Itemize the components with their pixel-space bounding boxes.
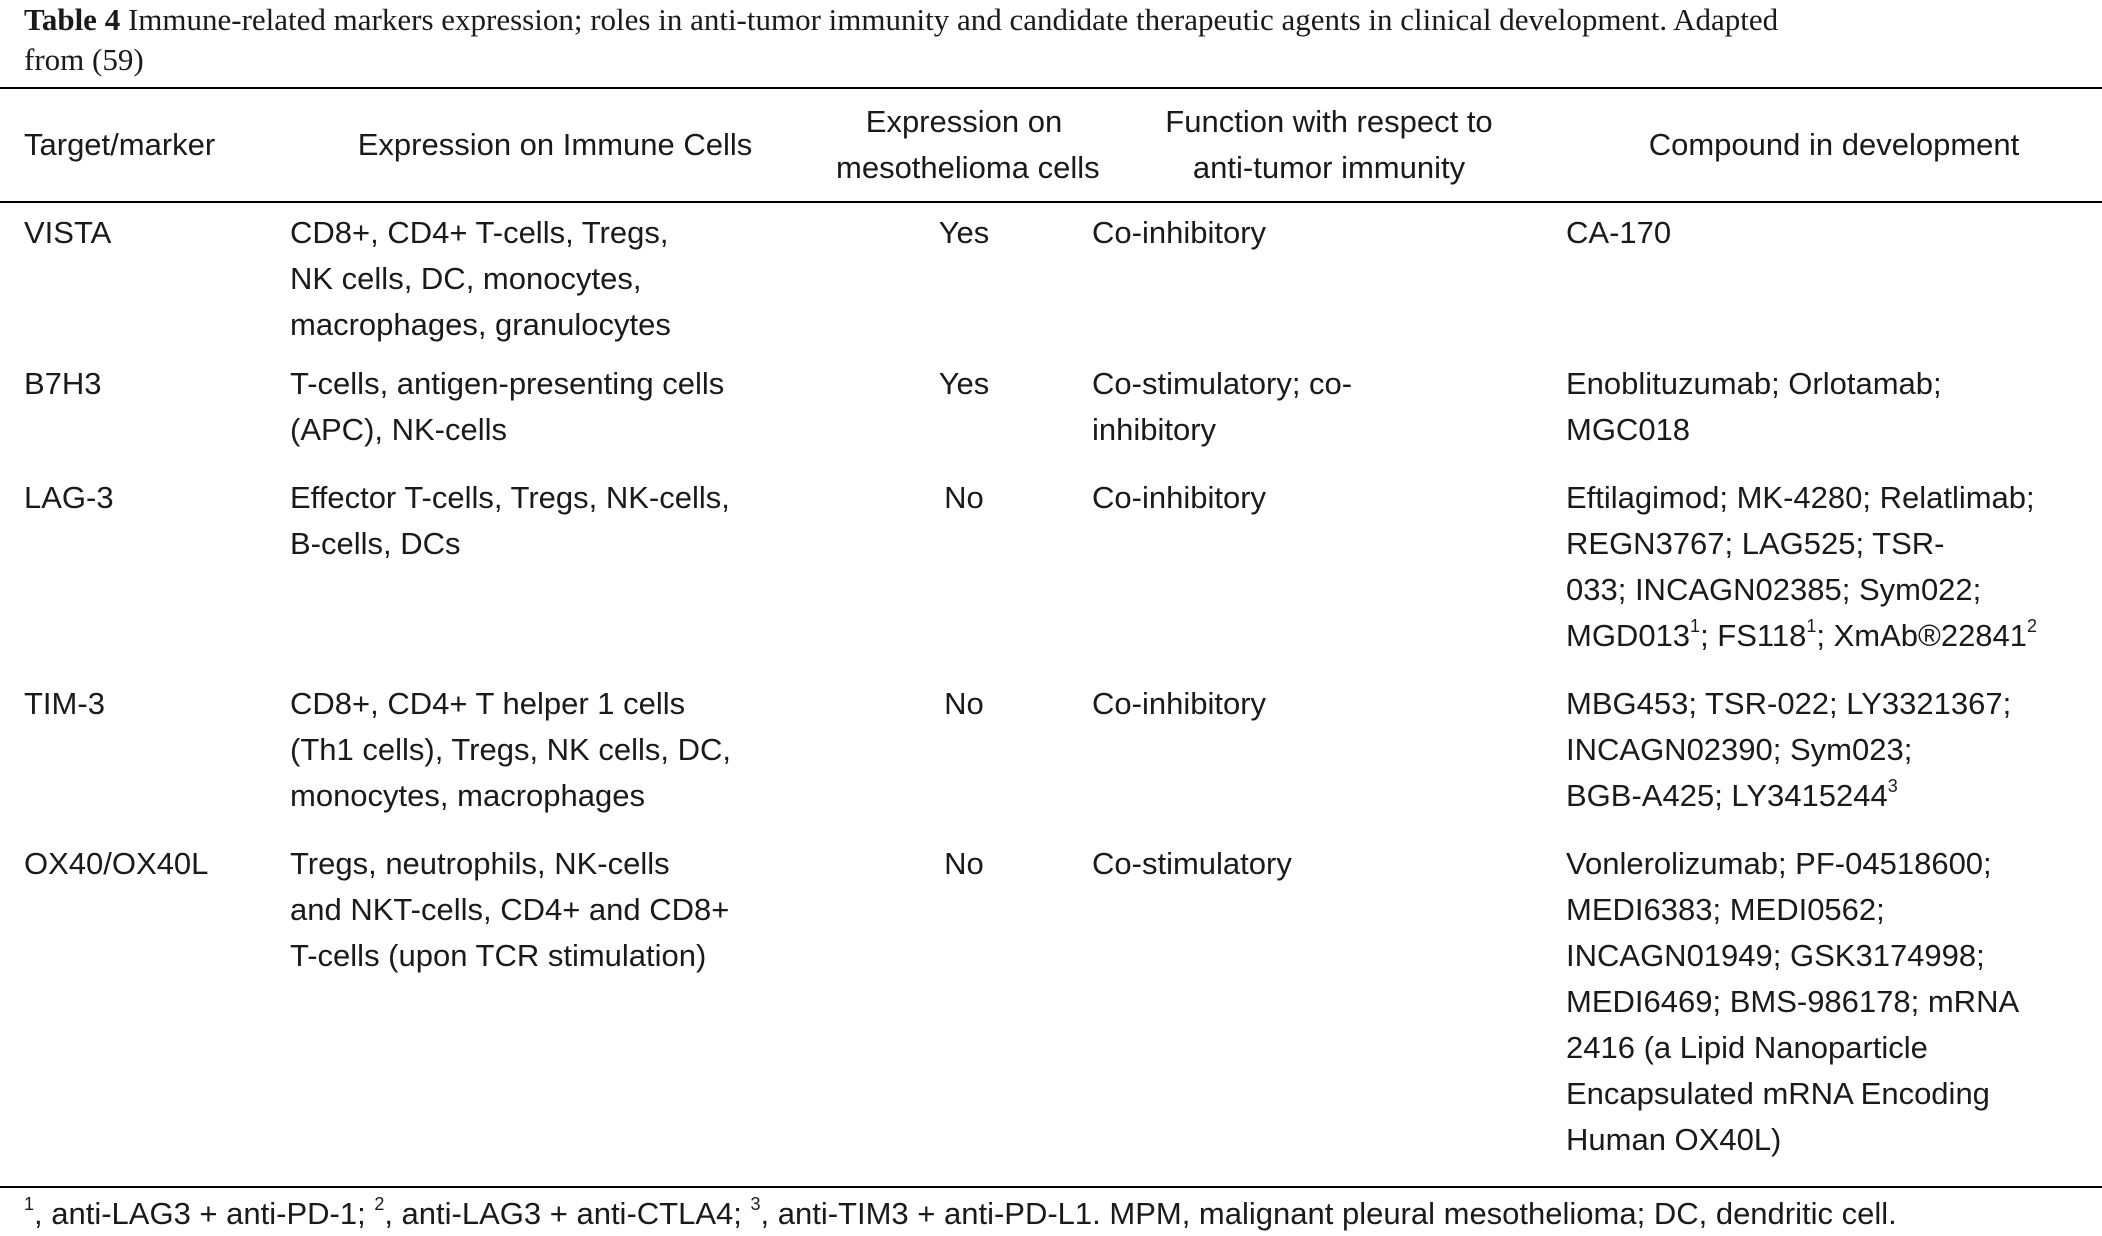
header-row — [0, 89, 2102, 201]
cell-function: Co-inhibitory — [1092, 215, 1267, 250]
table-footnote: $^1$, anti-LAG3 + anti-PD-1; $^2$, anti-LAG3 + anti-CTLA4; $^3$, anti-TIM3 + anti-PD-L1. MPM, malignant pleural mesothelioma; DC, dendritic cell. — [24, 1194, 1897, 1231]
cell-function: Co-stimulatory — [1092, 846, 1292, 881]
cell-target: LAG-3 — [24, 480, 114, 515]
table-row — [0, 201, 2102, 361]
cell-meso: No — [944, 846, 984, 881]
cell-function: Co-stimulatory; co- inhibitory — [1092, 366, 1353, 447]
cell-compound: Vonlerolizumab; PF-04518600; MEDI6383; MEDI0562; INCAGN01949; GSK3174998; MEDI6469; BMS-986178; mRNA 2416 (a Lipid Nanoparticle Encapsulated mRNA Encoding Human OX40L) — [1566, 846, 2020, 1157]
cell-expression: CD8+, CD4+ T-cells, Tregs, NK cells, DC, monocytes, macrophages, granulocytes — [290, 215, 671, 342]
cell-expression: T-cells, antigen-presenting cells (APC), NK-cells — [290, 366, 725, 447]
header-expression-immune: Expression on Immune Cells — [357, 127, 753, 162]
header-compound: Compound in development — [1648, 127, 2020, 162]
cell-compound: Eftilagimod; MK-4280; Relatlimab; REGN3767; LAG525; TSR- 033; INCAGN02385; Sym022; $MGD013^1$; $FS118^1$; XmAb®22841$^2$ — [1566, 480, 2038, 653]
header-target: Target/marker — [24, 127, 216, 162]
caption-text-line1: Immune-related markers expression; roles in anti-tumor immunity and candidate therapeutic agents in clinical development. Adapted — [120, 2, 1779, 37]
table-row — [0, 475, 2102, 681]
cell-meso: Yes — [938, 215, 990, 250]
marker-table — [0, 89, 2102, 1163]
cell-meso: Yes — [938, 366, 990, 401]
header-expression-meso: Expression on mesothelioma cells — [836, 104, 1100, 185]
cell-expression: Effector T-cells, Tregs, NK-cells, B-cells, DCs — [290, 480, 730, 561]
cell-expression: Tregs, neutrophils, NK-cells and NKT-cells, CD4+ and CD8+ T-cells (upon TCR stimulation) — [290, 846, 730, 973]
table-row — [0, 681, 2102, 841]
table-row — [0, 361, 2102, 475]
cell-meso: No — [944, 480, 984, 515]
cell-expression: CD8+, CD4+ T helper 1 cells (Th1 cells), Tregs, NK cells, DC, monocytes, macrophages — [290, 686, 731, 813]
bottom-rule — [0, 1186, 2102, 1188]
cell-meso: No — [944, 686, 984, 721]
cell-compound: CA-170 — [1566, 215, 1672, 250]
cell-target: TIM-3 — [24, 686, 105, 721]
table-number: Table 4 — [24, 2, 121, 37]
cell-target: VISTA — [24, 215, 112, 250]
cell-compound: MBG453; TSR-022; LY3321367; INCAGN02390; Sym023; BGB-A425; LY3415244$^3$ — [1566, 686, 2012, 813]
cell-compound: Enoblituzumab; Orlotamab; MGC018 — [1566, 366, 1942, 447]
cell-target: OX40/OX40L — [24, 846, 209, 881]
table-row — [0, 841, 2102, 1163]
header-function: Function with respect to anti-tumor immunity — [1165, 104, 1493, 185]
cell-target: B7H3 — [24, 366, 102, 401]
cell-function: Co-inhibitory — [1092, 480, 1267, 515]
table-caption — [24, 0, 2084, 80]
cell-function: Co-inhibitory — [1092, 686, 1267, 721]
caption-text-line2: from (59) — [24, 42, 144, 77]
